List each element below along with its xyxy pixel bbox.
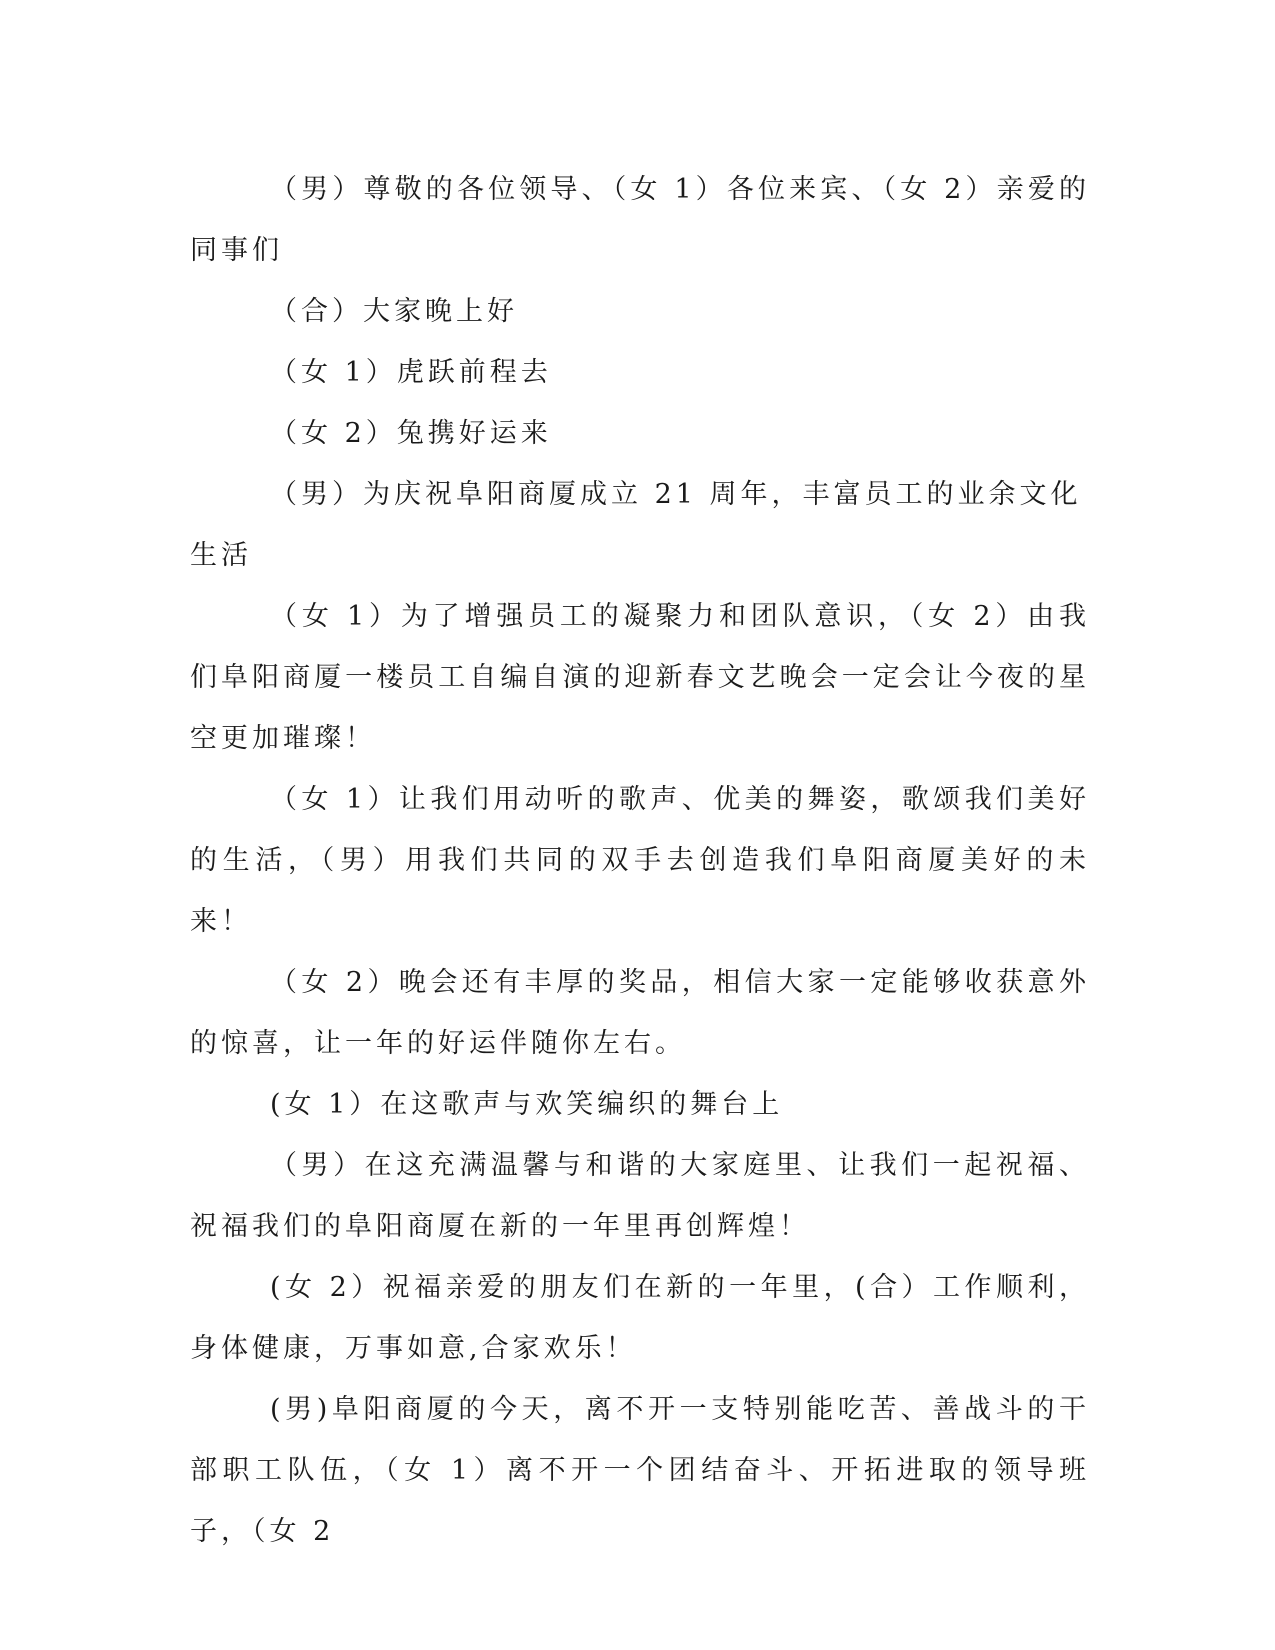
paragraph-1: （男）尊敬的各位领导、（女 1）各位来宾、（女 2）亲爱的同事们 — [190, 174, 1090, 266]
document-body — [190, 159, 1090, 1562]
paragraph-11: (女 2）祝福亲爱的朋友们在新的一年里，(合）工作顺利，身体健康，万事如意,合家欢乐！ — [190, 1272, 1090, 1364]
paragraph-7: （女 1）让我们用动听的歌声、优美的舞姿，歌颂我们美好的生活，（男）用我们共同的双手去创造我们阜阳商厦美好的未来！ — [190, 784, 1090, 937]
paragraph-2: （合）大家晚上好 — [270, 296, 518, 327]
paragraph-6: （女 1）为了增强员工的凝聚力和团队意识，（女 2）由我们阜阳商厦一楼员工自编自演的迎新春文艺晚会一定会让今夜的星空更加璀璨！ — [190, 601, 1090, 754]
paragraph-8: （女 2）晚会还有丰厚的奖品，相信大家一定能够收获意外的惊喜，让一年的好运伴随你左右。 — [190, 967, 1090, 1059]
paragraph-12: (男)阜阳商厦的今天，离不开一支特别能吃苦、善战斗的干部职工队伍，（女 1）离不开一个团结奋斗、开拓进取的领导班子，（女 2 — [190, 1394, 1090, 1547]
paragraph-4: （女 2）兔携好运来 — [270, 418, 552, 449]
paragraph-9: (女 1）在这歌声与欢笑编织的舞台上 — [270, 1089, 784, 1120]
paragraph-10: （男）在这充满温馨与和谐的大家庭里、让我们一起祝福、祝福我们的阜阳商厦在新的一年里再创辉煌！ — [190, 1150, 1090, 1242]
paragraph-5: （男）为庆祝阜阳商厦成立 21 周年，丰富员工的业余文化生活 — [190, 479, 1082, 571]
paragraph-3: （女 1）虎跃前程去 — [270, 357, 552, 388]
